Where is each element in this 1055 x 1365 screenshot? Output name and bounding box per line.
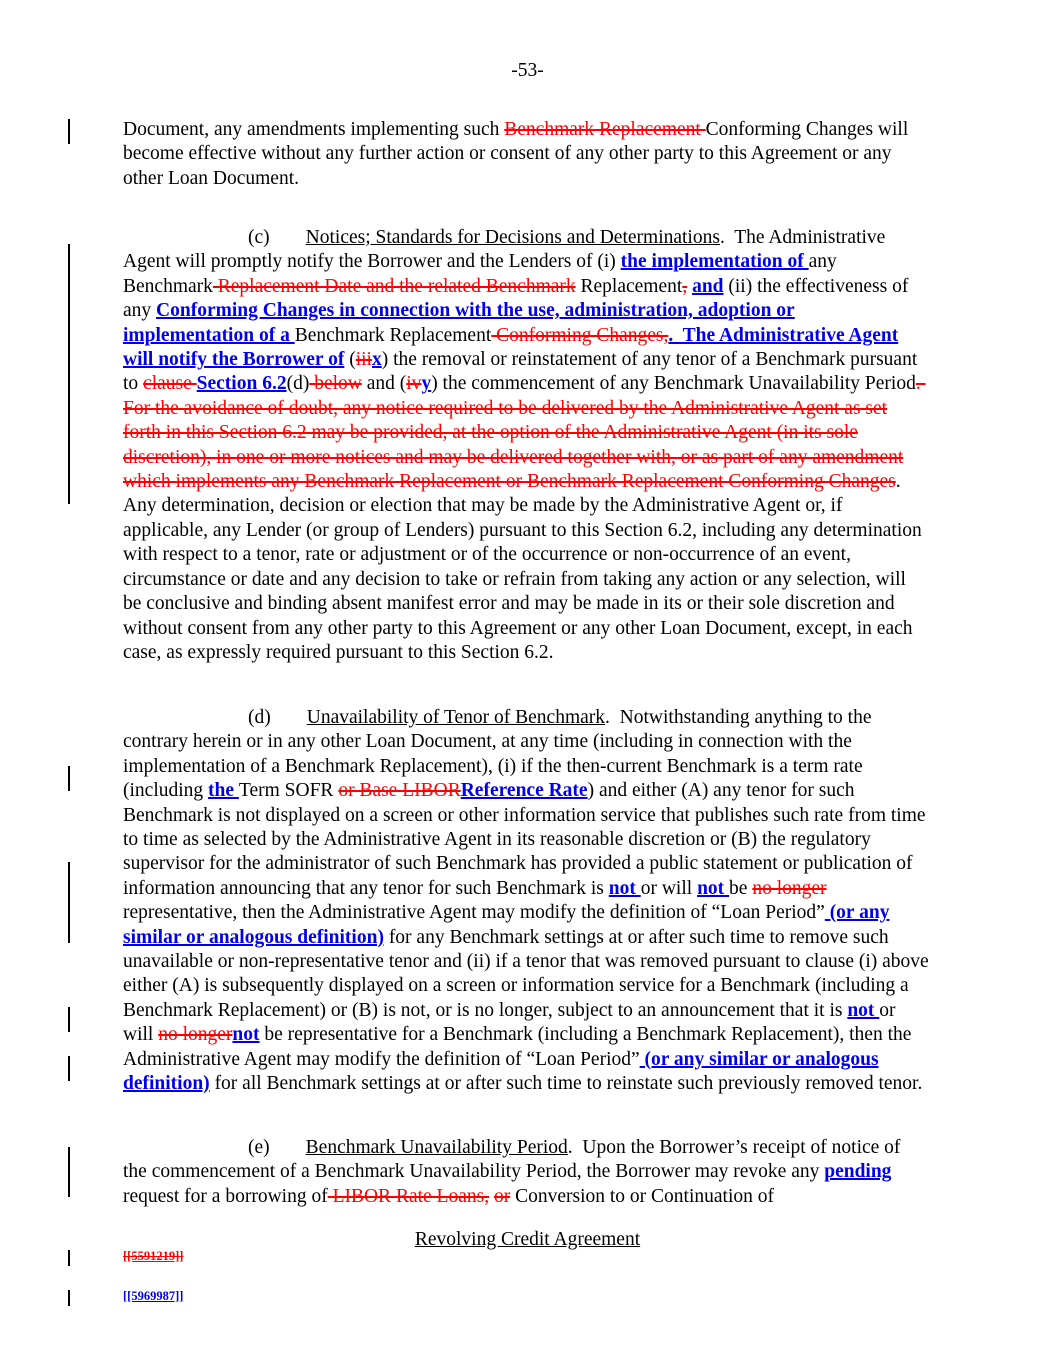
text-run-del: , xyxy=(682,275,688,297)
text-run-normal: Conversion to or Continuation of xyxy=(510,1185,774,1207)
text-run-normal: Benchmark Replacement xyxy=(294,324,492,346)
text-run-ins: y xyxy=(421,373,432,395)
text-run-normal: ) the removal or reinstatement of any tenor of a Benchmark pursuant to xyxy=(123,349,918,395)
text-run-ins: and xyxy=(692,275,724,297)
paragraph-c-notices xyxy=(123,226,929,665)
text-run-heading: Notices; Standards for Decisions and Determinations xyxy=(305,227,720,248)
text-run-normal: be xyxy=(729,877,753,899)
text-run-normal: and ( xyxy=(361,373,407,395)
text-run-del: no longer xyxy=(752,877,827,899)
text-run-del: LIBOR Rate Loans, xyxy=(327,1185,490,1207)
text-run-ins: (or any similar or analogous definition) xyxy=(123,1048,879,1095)
text-run-ins: . The Administrative Agent will notify the Borrower of xyxy=(123,324,899,371)
text-run-ins: pending xyxy=(824,1161,892,1183)
text-run-ins: Conforming Changes in connection with the use, administration, adoption or implementation of a xyxy=(123,300,795,346)
paragraph-d-unavailability-of-tenor xyxy=(123,706,929,1097)
text-run-del: below xyxy=(309,373,362,395)
text-run-normal: be representative for a Benchmark (including a Benchmark Replacement), then the Administrative Agent may modify the definition of “Loan Period” xyxy=(123,1024,912,1070)
paragraph-continuation xyxy=(123,118,929,191)
text-run-normal: request for a borrowing of xyxy=(123,1185,328,1207)
text-run-normal: any Benchmark xyxy=(123,251,837,297)
text-run-ins: not xyxy=(697,877,730,899)
text-run-normal: for any Benchmark settings at or after such time to remove such unavailable or non-representative tenor and (ii) if a tenor that was removed pursuant to clause (i) above either (A) is subsequently displayed on a screen or information service for a Benchmark (including a Benchmark Replacement) or (B) is not, or is no longer, subject to an announcement that it is xyxy=(123,926,929,1021)
text-run-del: no longer xyxy=(158,1024,233,1046)
text-run-del: Conforming Changes, xyxy=(491,324,669,346)
text-run-ins: Reference Rate xyxy=(460,780,588,802)
text-run-normal: (ii) the effectiveness of any xyxy=(123,275,909,322)
text-run-ins: the implementation of xyxy=(620,251,809,273)
text-run-normal: representative, then the Administrative Agent may modify the definition of “Loan Period” xyxy=(123,902,825,924)
page-number: -53- xyxy=(511,60,544,81)
text-run-ins: not xyxy=(232,1024,260,1046)
text-run-ins: not xyxy=(847,999,880,1021)
text-run-del: Benchmark Replacement xyxy=(504,119,706,140)
change-bar xyxy=(68,766,70,791)
text-run-ins: x xyxy=(371,349,382,371)
text-run-normal: . The Administrative Agent will promptly notify the Borrower and the Lenders of (i) xyxy=(123,227,886,273)
change-bar xyxy=(68,244,70,504)
text-run-normal: ) and either (A) any tenor for such Benchmark is not displayed on a screen or other information service that publishes such rate from time to time as selected by the Administrative Agent in its reasonable discretion or (B) the regulatory supervisor for the administrator of such Benchmark has provided a public statement or publication of information announcing that any tenor for such Benchmark is xyxy=(123,780,926,899)
text-run-del: clause xyxy=(143,373,197,395)
text-run-del: iv xyxy=(406,373,422,395)
change-bar xyxy=(68,862,70,943)
change-bar xyxy=(68,1007,70,1032)
text-run-del: or Base LIBOR xyxy=(338,780,461,802)
change-bar xyxy=(68,1056,70,1081)
text-run-normal: (d) xyxy=(286,373,310,395)
text-run-del: Replacement Date and the related Benchmark xyxy=(212,275,576,297)
text-run-normal: (c) xyxy=(248,227,270,248)
text-run-normal: for all Benchmark settings at or after such time to reinstate such previously removed tenor. xyxy=(209,1073,923,1095)
footer-document-title: Revolving Credit Agreement xyxy=(414,1229,641,1250)
text-run-ins: not xyxy=(608,877,641,899)
text-run-normal: ) the commencement of any Benchmark Unavailability Period xyxy=(431,373,916,395)
text-run-normal: Conforming Changes will become effective without any further action or consent of any other party to this Agreement or any other Loan Document. xyxy=(123,119,909,189)
change-bar xyxy=(68,1147,70,1197)
doc-number-tag-deleted: [[5591219]] xyxy=(123,1249,184,1263)
text-run-normal: Document, any amendments implementing such xyxy=(123,119,505,140)
text-run-normal: . Any determination, decision or election that may be made by the Administrative Agent or, if applicable, any Lender (or group of Lenders) pursuant to this Section 6.2, including any determination with respect to a tenor, rate or adjustment or of the occurrence or non-occurrence of an event, circumstance or date and any decision to take or refrain from taking any action or any selection, will be conclusive and binding absent manifest error and may be made in its or their sole discretion and without consent from any other party to this Agreement or any other Loan Document, except, in each case, as expressly required pursuant to this Section 6.2. xyxy=(123,471,922,663)
change-bar xyxy=(68,1250,70,1266)
text-run-normal: (d) xyxy=(248,707,271,728)
text-run-normal: Replacement xyxy=(575,275,683,297)
text-run-normal: or will xyxy=(123,999,896,1046)
text-run-ins: the xyxy=(208,780,239,802)
text-run-heading: Benchmark Unavailability Period xyxy=(305,1137,568,1158)
text-run-ins: (or any similar or analogous definition) xyxy=(123,902,890,948)
text-run-normal: . Upon the Borrower’s receipt of notice of the commencement of a Benchmark Unavailability Period, the Borrower may revoke any xyxy=(123,1137,901,1183)
text-run-del: . For the avoidance of doubt, any notice required to be delivered by the Administrative Agent as set forth in this Section 6.2 may be provided, at the option of the Administrative Agent (in its sole discretion), in one or more notices and may be delivered together with, or as part of any amendment which implements any Benchmark Replacement or Benchmark Replacement Conforming Changes xyxy=(123,373,926,493)
text-run-normal: . Notwithstanding anything to the contrary herein or in any other Loan Document, at any time (including in connection with the implementation of a Benchmark Replacement), (i) if the then-current Benchmark is a term rate (including xyxy=(123,707,872,802)
text-run-normal: or will xyxy=(640,877,698,899)
paragraph-e-benchmark-unavailability-period xyxy=(123,1136,929,1209)
text-run-normal: Term SOFR xyxy=(238,780,339,802)
text-run-ins: Section 6.2 xyxy=(196,373,287,395)
text-run-del: iii xyxy=(355,349,372,371)
change-bar xyxy=(68,1290,70,1306)
change-bar xyxy=(68,119,70,144)
text-run-normal: ( xyxy=(344,349,356,371)
text-run-del: or xyxy=(493,1185,511,1207)
text-run-heading: Unavailability of Tenor of Benchmark xyxy=(306,707,606,728)
doc-number-tag-inserted: [[5969987]] xyxy=(123,1289,184,1303)
text-run-normal: (e) xyxy=(248,1137,270,1158)
